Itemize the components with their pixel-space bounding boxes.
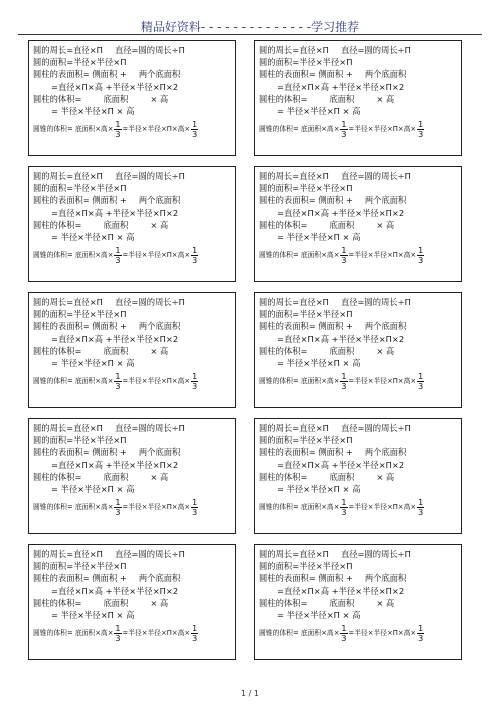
- page-header: [0, 18, 500, 35]
- cylinder-volume-label: 圆柱的体积=: [33, 93, 82, 104]
- times-height: × 高: [376, 597, 395, 608]
- two-base-areas: 两个底面积: [364, 69, 407, 80]
- two-base-areas: 两个底面积: [364, 195, 407, 206]
- diameter-formula: 直径=圆的周长÷Π: [114, 171, 185, 181]
- cone-volume-line: [259, 372, 457, 391]
- one-third-fraction: [191, 624, 198, 643]
- fraction-denominator: 3: [418, 130, 424, 140]
- header-suffix: 学习推荐: [311, 20, 360, 34]
- cylinder-surface-expanded: =直径×Π×高 +半径×半径×Π×2: [277, 585, 405, 596]
- fraction-denominator: 3: [418, 256, 424, 266]
- base-area: 底面积: [103, 345, 129, 356]
- cone-volume-expanded: =半径×半径×Π×高×: [348, 629, 417, 638]
- diameter-formula: 直径=圆的周长÷Π: [114, 549, 185, 559]
- cylinder-volume-label: 圆柱的体积=: [33, 471, 82, 482]
- fraction-numerator: 1: [341, 372, 347, 382]
- fraction-numerator: 1: [115, 498, 121, 508]
- formula-card: [28, 544, 236, 660]
- circumference-formula: 圆的周长=直径×Π: [33, 171, 103, 181]
- circumference-line: [33, 548, 231, 560]
- cylinder-surface-formula: 圆柱的表面积= 侧面积 +: [33, 573, 127, 584]
- fraction-denominator: 3: [115, 130, 121, 140]
- fraction-numerator: 1: [192, 624, 198, 634]
- cylinder-surface-line: [259, 446, 457, 458]
- one-third-fraction: [340, 372, 347, 391]
- base-area: 底面积: [329, 93, 355, 104]
- circumference-line: [33, 296, 231, 308]
- header-dots: - - - - - - - - - - - - - -: [200, 20, 312, 34]
- times-height: × 高: [376, 219, 395, 230]
- one-third-fraction: [340, 120, 347, 139]
- fraction-numerator: 1: [192, 120, 198, 130]
- circumference-line: [259, 548, 457, 560]
- circumference-formula: 圆的周长=直径×Π: [259, 423, 329, 433]
- circumference-formula: 圆的周长=直径×Π: [33, 423, 103, 433]
- cylinder-surface-expanded: =直径×Π×高 +半径×半径×Π×2: [51, 459, 179, 470]
- cylinder-surface-expanded: =直径×Π×高 +半径×半径×Π×2: [277, 333, 405, 344]
- circle-area-line: 圆的面积=半径×半径×Π: [259, 435, 353, 446]
- one-third-fraction: [417, 372, 424, 391]
- one-third-fraction: [114, 246, 121, 265]
- diameter-formula: 直径=圆的周长÷Π: [114, 297, 185, 307]
- formula-card: [28, 292, 236, 408]
- fraction-numerator: 1: [115, 372, 121, 382]
- formula-card: [254, 40, 462, 156]
- cylinder-volume-label: 圆柱的体积=: [33, 345, 82, 356]
- fraction-denominator: 3: [418, 508, 424, 518]
- formula-card: [28, 418, 236, 534]
- fraction-denominator: 3: [418, 634, 424, 644]
- cylinder-volume-label: 圆柱的体积=: [259, 93, 308, 104]
- cone-volume-expanded: =半径×半径×Π×高×: [348, 251, 417, 260]
- cylinder-surface-line: [259, 320, 457, 332]
- cylinder-volume-line: [33, 93, 231, 105]
- fraction-numerator: 1: [418, 498, 424, 508]
- two-base-areas: 两个底面积: [138, 195, 181, 206]
- cone-volume-expanded: =半径×半径×Π×高×: [348, 503, 417, 512]
- cylinder-volume-line: [259, 597, 457, 609]
- cone-volume-formula: 圆锥的体积= 底面积×高×: [259, 629, 340, 638]
- two-base-areas: 两个底面积: [364, 573, 407, 584]
- cylinder-volume-expanded: = 半径×半径×Π × 高: [51, 357, 135, 368]
- diameter-formula: 直径=圆的周长÷Π: [340, 423, 411, 433]
- cylinder-volume-line: [259, 345, 457, 357]
- formula-card: [254, 418, 462, 534]
- fraction-denominator: 3: [192, 130, 198, 140]
- circle-area-line: 圆的面积=半径×半径×Π: [33, 183, 127, 194]
- base-area: 底面积: [329, 219, 355, 230]
- cylinder-volume-expanded: = 半径×半径×Π × 高: [51, 609, 135, 620]
- cylinder-surface-formula: 圆柱的表面积= 侧面积 +: [259, 321, 353, 332]
- two-base-areas: 两个底面积: [364, 447, 407, 458]
- circumference-formula: 圆的周长=直径×Π: [259, 171, 329, 181]
- one-third-fraction: [114, 624, 121, 643]
- cone-volume-line: [259, 120, 457, 139]
- cone-volume-formula: 圆锥的体积= 底面积×高×: [33, 125, 114, 134]
- base-area: 底面积: [103, 597, 129, 608]
- cylinder-surface-formula: 圆柱的表面积= 侧面积 +: [259, 69, 353, 80]
- times-height: × 高: [376, 93, 395, 104]
- cone-volume-formula: 圆锥的体积= 底面积×高×: [259, 251, 340, 260]
- cylinder-surface-expanded: =直径×Π×高 +半径×半径×Π×2: [277, 81, 405, 92]
- header-rule: [18, 34, 482, 35]
- fraction-numerator: 1: [192, 246, 198, 256]
- fraction-numerator: 1: [192, 372, 198, 382]
- cylinder-volume-line: [33, 345, 231, 357]
- base-area: 底面积: [103, 471, 129, 482]
- cylinder-surface-line: [33, 572, 231, 584]
- one-third-fraction: [191, 120, 198, 139]
- circumference-line: [33, 170, 231, 182]
- times-height: × 高: [376, 345, 395, 356]
- fraction-denominator: 3: [192, 382, 198, 392]
- one-third-fraction: [417, 624, 424, 643]
- base-area: 底面积: [329, 597, 355, 608]
- cone-volume-formula: 圆锥的体积= 底面积×高×: [259, 377, 340, 386]
- cone-volume-expanded: =半径×半径×Π×高×: [348, 125, 417, 134]
- diameter-formula: 直径=圆的周长÷Π: [340, 45, 411, 55]
- fraction-denominator: 3: [115, 508, 121, 518]
- two-base-areas: 两个底面积: [364, 321, 407, 332]
- base-area: 底面积: [329, 345, 355, 356]
- one-third-fraction: [340, 624, 347, 643]
- circle-area-line: 圆的面积=半径×半径×Π: [33, 561, 127, 572]
- cylinder-surface-formula: 圆柱的表面积= 侧面积 +: [259, 573, 353, 584]
- one-third-fraction: [191, 246, 198, 265]
- circle-area-line: 圆的面积=半径×半径×Π: [259, 57, 353, 68]
- fraction-numerator: 1: [115, 246, 121, 256]
- one-third-fraction: [417, 498, 424, 517]
- two-base-areas: 两个底面积: [138, 447, 181, 458]
- cylinder-surface-expanded: =直径×Π×高 +半径×半径×Π×2: [51, 81, 179, 92]
- one-third-fraction: [191, 372, 198, 391]
- fraction-numerator: 1: [341, 498, 347, 508]
- cylinder-volume-line: [33, 219, 231, 231]
- cone-volume-expanded: =半径×半径×Π×高×: [122, 251, 191, 260]
- one-third-fraction: [417, 246, 424, 265]
- formula-card: [28, 166, 236, 282]
- cylinder-surface-expanded: =直径×Π×高 +半径×半径×Π×2: [51, 207, 179, 218]
- cylinder-volume-expanded: = 半径×半径×Π × 高: [51, 483, 135, 494]
- cylinder-volume-expanded: = 半径×半径×Π × 高: [51, 105, 135, 116]
- cone-volume-formula: 圆锥的体积= 底面积×高×: [33, 629, 114, 638]
- header-title: 精品好资料: [140, 20, 201, 34]
- cylinder-surface-line: [259, 68, 457, 80]
- cone-volume-line: [33, 120, 231, 139]
- cylinder-surface-line: [33, 194, 231, 206]
- cylinder-surface-line: [259, 572, 457, 584]
- cylinder-volume-label: 圆柱的体积=: [259, 345, 308, 356]
- circle-area-line: 圆的面积=半径×半径×Π: [259, 183, 353, 194]
- times-height: × 高: [150, 597, 169, 608]
- diameter-formula: 直径=圆的周长÷Π: [340, 171, 411, 181]
- circumference-formula: 圆的周长=直径×Π: [259, 297, 329, 307]
- base-area: 底面积: [103, 219, 129, 230]
- cylinder-volume-expanded: = 半径×半径×Π × 高: [277, 483, 361, 494]
- circumference-formula: 圆的周长=直径×Π: [259, 549, 329, 559]
- cylinder-volume-line: [33, 471, 231, 483]
- cylinder-volume-expanded: = 半径×半径×Π × 高: [277, 231, 361, 242]
- fraction-numerator: 1: [115, 624, 121, 634]
- fraction-denominator: 3: [192, 508, 198, 518]
- cylinder-surface-formula: 圆柱的表面积= 侧面积 +: [33, 447, 127, 458]
- cylinder-surface-formula: 圆柱的表面积= 侧面积 +: [33, 321, 127, 332]
- cylinder-volume-expanded: = 半径×半径×Π × 高: [277, 609, 361, 620]
- cone-volume-formula: 圆锥的体积= 底面积×高×: [33, 503, 114, 512]
- cylinder-volume-label: 圆柱的体积=: [259, 471, 308, 482]
- cylinder-surface-line: [33, 320, 231, 332]
- cone-volume-expanded: =半径×半径×Π×高×: [122, 503, 191, 512]
- fraction-numerator: 1: [341, 120, 347, 130]
- cylinder-volume-line: [259, 93, 457, 105]
- fraction-denominator: 3: [192, 256, 198, 266]
- diameter-formula: 直径=圆的周长÷Π: [114, 423, 185, 433]
- cylinder-surface-formula: 圆柱的表面积= 侧面积 +: [259, 447, 353, 458]
- one-third-fraction: [191, 498, 198, 517]
- circle-area-line: 圆的面积=半径×半径×Π: [33, 57, 127, 68]
- two-base-areas: 两个底面积: [138, 69, 181, 80]
- circle-area-line: 圆的面积=半径×半径×Π: [33, 435, 127, 446]
- cylinder-volume-label: 圆柱的体积=: [259, 219, 308, 230]
- cone-volume-line: [33, 498, 231, 517]
- circumference-line: [259, 296, 457, 308]
- times-height: × 高: [150, 93, 169, 104]
- fraction-denominator: 3: [341, 130, 347, 140]
- fraction-numerator: 1: [418, 372, 424, 382]
- formula-card: [254, 544, 462, 660]
- cylinder-surface-line: [33, 68, 231, 80]
- fraction-numerator: 1: [418, 120, 424, 130]
- cone-volume-expanded: =半径×半径×Π×高×: [122, 629, 191, 638]
- cone-volume-expanded: =半径×半径×Π×高×: [122, 377, 191, 386]
- cylinder-volume-expanded: = 半径×半径×Π × 高: [277, 357, 361, 368]
- circumference-formula: 圆的周长=直径×Π: [33, 297, 103, 307]
- fraction-denominator: 3: [115, 382, 121, 392]
- fraction-denominator: 3: [115, 256, 121, 266]
- diameter-formula: 直径=圆的周长÷Π: [340, 297, 411, 307]
- cylinder-surface-line: [33, 446, 231, 458]
- cylinder-surface-formula: 圆柱的表面积= 侧面积 +: [33, 195, 127, 206]
- fraction-denominator: 3: [341, 256, 347, 266]
- circle-area-line: 圆的面积=半径×半径×Π: [259, 561, 353, 572]
- cylinder-volume-label: 圆柱的体积=: [33, 597, 82, 608]
- cylinder-volume-expanded: = 半径×半径×Π × 高: [277, 105, 361, 116]
- one-third-fraction: [114, 372, 121, 391]
- cone-volume-line: [33, 246, 231, 265]
- cone-volume-expanded: =半径×半径×Π×高×: [122, 125, 191, 134]
- fraction-numerator: 1: [418, 246, 424, 256]
- cylinder-surface-expanded: =直径×Π×高 +半径×半径×Π×2: [51, 585, 179, 596]
- cylinder-volume-line: [33, 597, 231, 609]
- cone-volume-line: [33, 624, 231, 643]
- circumference-line: [33, 44, 231, 56]
- cone-volume-expanded: =半径×半径×Π×高×: [348, 377, 417, 386]
- circle-area-line: 圆的面积=半径×半径×Π: [259, 309, 353, 320]
- cone-volume-line: [259, 498, 457, 517]
- base-area: 底面积: [329, 471, 355, 482]
- fraction-denominator: 3: [341, 634, 347, 644]
- cylinder-surface-formula: 圆柱的表面积= 侧面积 +: [33, 69, 127, 80]
- cylinder-surface-expanded: =直径×Π×高 +半径×半径×Π×2: [277, 459, 405, 470]
- cone-volume-formula: 圆锥的体积= 底面积×高×: [259, 125, 340, 134]
- cone-volume-formula: 圆锥的体积= 底面积×高×: [259, 503, 340, 512]
- times-height: × 高: [150, 345, 169, 356]
- formula-card: [254, 292, 462, 408]
- formula-grid: [28, 40, 468, 660]
- circumference-line: [259, 170, 457, 182]
- cylinder-surface-formula: 圆柱的表面积= 侧面积 +: [259, 195, 353, 206]
- fraction-numerator: 1: [115, 120, 121, 130]
- cylinder-surface-expanded: =直径×Π×高 +半径×半径×Π×2: [277, 207, 405, 218]
- base-area: 底面积: [103, 93, 129, 104]
- circumference-formula: 圆的周长=直径×Π: [259, 45, 329, 55]
- cylinder-surface-line: [259, 194, 457, 206]
- formula-card: [28, 40, 236, 156]
- cylinder-surface-expanded: =直径×Π×高 +半径×半径×Π×2: [51, 333, 179, 344]
- cylinder-volume-line: [259, 219, 457, 231]
- two-base-areas: 两个底面积: [138, 321, 181, 332]
- fraction-numerator: 1: [341, 624, 347, 634]
- times-height: × 高: [150, 471, 169, 482]
- cone-volume-line: [33, 372, 231, 391]
- two-base-areas: 两个底面积: [138, 573, 181, 584]
- times-height: × 高: [150, 219, 169, 230]
- one-third-fraction: [114, 498, 121, 517]
- fraction-numerator: 1: [341, 246, 347, 256]
- times-height: × 高: [376, 471, 395, 482]
- cylinder-volume-line: [259, 471, 457, 483]
- cylinder-volume-expanded: = 半径×半径×Π × 高: [51, 231, 135, 242]
- fraction-denominator: 3: [115, 634, 121, 644]
- cone-volume-line: [259, 624, 457, 643]
- cone-volume-line: [259, 246, 457, 265]
- cylinder-volume-label: 圆柱的体积=: [33, 219, 82, 230]
- diameter-formula: 直径=圆的周长÷Π: [340, 549, 411, 559]
- fraction-denominator: 3: [341, 382, 347, 392]
- fraction-denominator: 3: [341, 508, 347, 518]
- fraction-denominator: 3: [418, 382, 424, 392]
- one-third-fraction: [340, 246, 347, 265]
- circumference-formula: 圆的周长=直径×Π: [33, 549, 103, 559]
- circumference-line: [259, 44, 457, 56]
- circle-area-line: 圆的面积=半径×半径×Π: [33, 309, 127, 320]
- circumference-line: [259, 422, 457, 434]
- cone-volume-formula: 圆锥的体积= 底面积×高×: [33, 377, 114, 386]
- one-third-fraction: [417, 120, 424, 139]
- circumference-line: [33, 422, 231, 434]
- page-number: 1 / 1: [241, 689, 259, 698]
- fraction-numerator: 1: [418, 624, 424, 634]
- one-third-fraction: [114, 120, 121, 139]
- one-third-fraction: [340, 498, 347, 517]
- fraction-numerator: 1: [192, 498, 198, 508]
- fraction-denominator: 3: [192, 634, 198, 644]
- cone-volume-formula: 圆锥的体积= 底面积×高×: [33, 251, 114, 260]
- cylinder-volume-label: 圆柱的体积=: [259, 597, 308, 608]
- circumference-formula: 圆的周长=直径×Π: [33, 45, 103, 55]
- diameter-formula: 直径=圆的周长÷Π: [114, 45, 185, 55]
- formula-card: [254, 166, 462, 282]
